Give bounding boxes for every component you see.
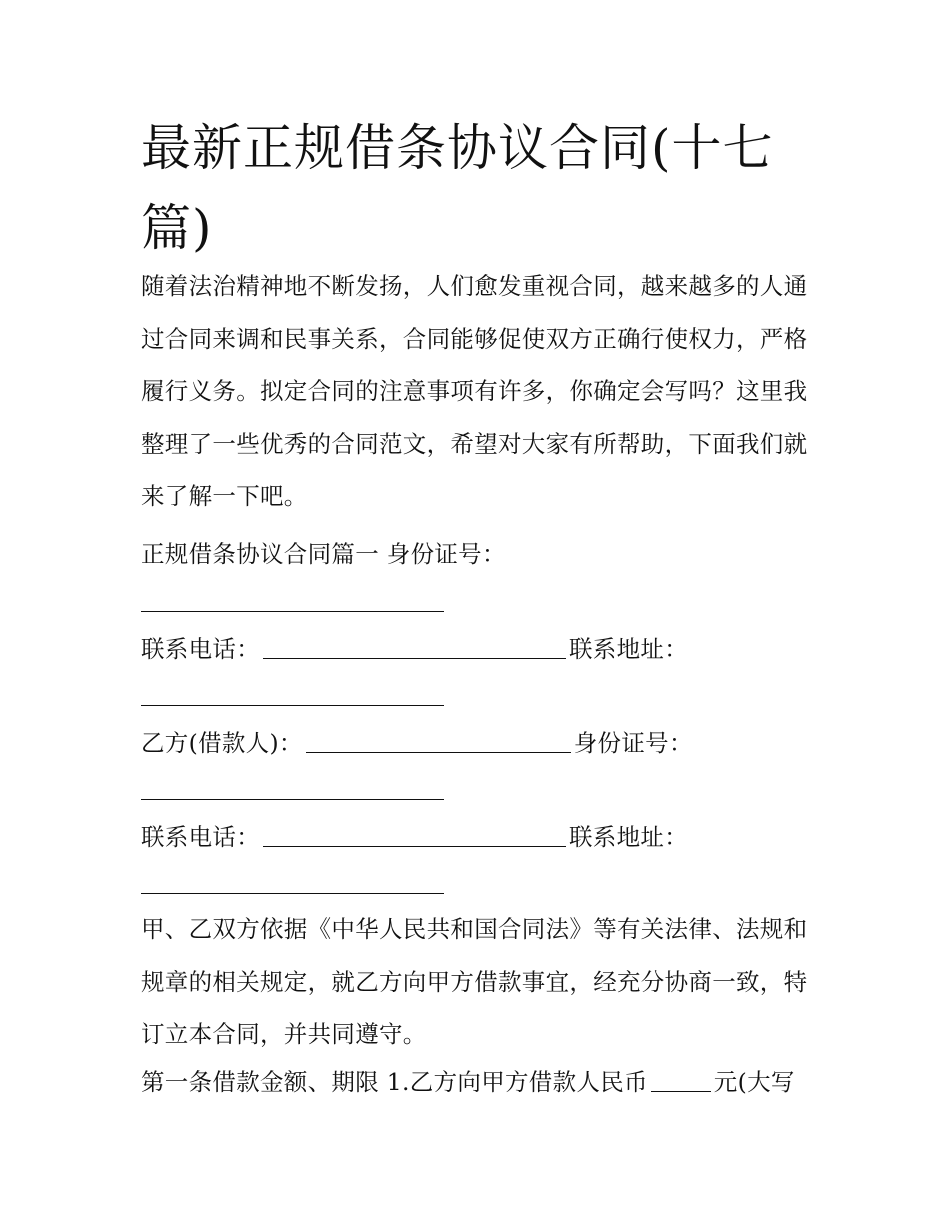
article-1-prefix: 第一条借款金额、期限 1.乙方向甲方借款人民币 (141, 1068, 648, 1096)
agreement-paragraph: 甲、乙双方依据《中华人民共和国合同法》等有关法律、法规和规章的相关规定，就乙方向甲方借款事宜，经充分协商一致，特订立本合同，并共同遵守。 (141, 915, 808, 1048)
party-b-phone-label: 联系电话： (141, 823, 260, 851)
party-b-contact-line (141, 811, 688, 864)
phone-label: 联系电话： (141, 635, 260, 663)
party-b-address-blank (141, 892, 444, 894)
party-b-id-blank (141, 798, 444, 800)
party-b-label: 乙方(借款人)： (141, 729, 303, 757)
id-label: 身份证号： (573, 729, 693, 757)
article-1-line (141, 1056, 795, 1109)
party-a-contact-line (141, 623, 688, 676)
party-b-id-blank-line (141, 764, 447, 817)
address-blank (141, 704, 444, 706)
phone-blank (263, 657, 566, 659)
article-1-suffix: 元(大写 (713, 1068, 795, 1096)
amount-blank (651, 1090, 711, 1092)
section-heading-text: 正规借条协议合同篇一 身份证号： (141, 540, 506, 568)
party-b-blank (306, 751, 571, 753)
id-number-blank (141, 610, 444, 612)
party-b-address-label: 联系地址： (569, 823, 688, 851)
address-label: 联系地址： (569, 635, 688, 663)
id-number-blank-line (141, 576, 447, 629)
document-title: 最新正规借条协议合同(十七篇) (141, 119, 774, 257)
section-heading (141, 528, 506, 581)
party-b-phone-blank (263, 845, 566, 847)
intro-paragraph: 随着法治精神地不断发扬，人们愈发重视合同，越来越多的人通过合同来调和民事关系，合同能够促使双方正确行使权力，严格履行义务。拟定合同的注意事项有许多，你确定会写吗？这里我整理了一些优秀的合同范文，希望对大家有所帮助，下面我们就来了解一下吧。 (141, 272, 808, 510)
party-b-line (141, 717, 693, 770)
address-blank-line (141, 670, 447, 723)
